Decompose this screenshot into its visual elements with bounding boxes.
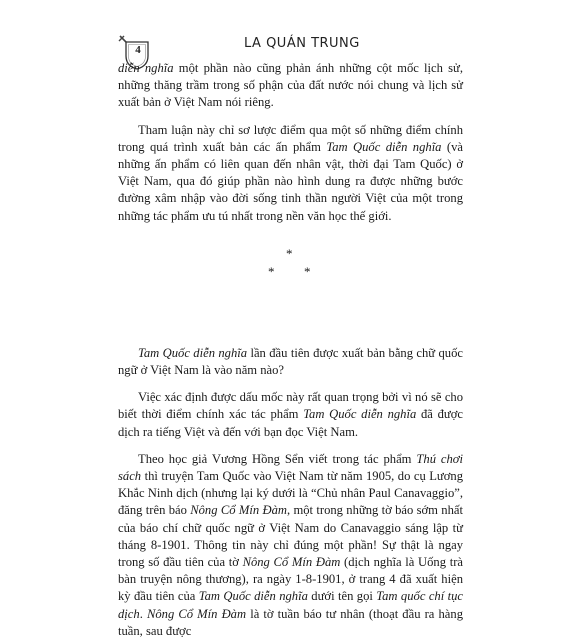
text-span: lần đầu tiên được xuất bản bằng chữ quốc ngữ ở Việt Nam là vào năm nào?	[118, 345, 463, 378]
text-span: dưới tên gọi	[307, 589, 377, 604]
separator-star: *	[286, 245, 293, 261]
paragraph	[118, 122, 463, 225]
book-title: diễn nghĩa	[118, 61, 174, 75]
newspaper-title: Nông Cổ Mín Đàm	[242, 555, 341, 570]
text-span: (dịch nghĩa là Uống trà bàn truyện nông thương), ra ngày 1-8-1901, ở trang 4 đã xuất hiện kỳ đầu tiên của	[118, 555, 463, 604]
paragraph	[118, 389, 463, 441]
text-span: Việc xác định được dấu mốc này rất quan trọng bởi vì nó sẽ cho biết thời điểm chính xác tác phẩm	[118, 390, 463, 422]
book-title: Tam Quốc diễn nghĩa	[138, 345, 248, 360]
text-span: Theo học giả Vương Hồng Sển viết trong tác phẩm	[138, 451, 417, 466]
book-title: Tam Quốc diễn nghĩa	[326, 139, 442, 154]
book-title: Thú chơi sách	[118, 451, 463, 484]
text-span: , một trong những tờ báo sớm nhất của báo chí chữ quốc ngữ ở Việt Nam do Canavaggio sáng lập từ tháng 8-1901. Thông tin này chỉ đúng một phần! Sự thật là ngay trong số đầu tiên của tờ	[118, 503, 463, 570]
page-header	[0, 30, 576, 60]
text-span: .	[139, 606, 147, 621]
running-title: LA QUÁN TRUNG	[244, 36, 360, 51]
body-text	[118, 60, 463, 640]
paragraph	[118, 451, 463, 640]
text-span: (và những ấn phẩm có liên quan đến nhân vật, thời đại Tam Quốc) ở Việt Nam, qua đó giúp phần nào hình dung ra được những bước đường xâm nhập vào đời sống tinh thần người Việt của một trong những tác phẩm ưu tú nhất trong nền văn học thế giới.	[118, 139, 463, 223]
book-title: Tam quốc chí tục dịch	[118, 589, 463, 621]
paragraph-continued	[118, 60, 463, 112]
text-span: thì truyện Tam Quốc vào Việt Nam từ năm 1905, do cụ Lương Khắc Ninh dịch (nhưng lại ký dưới là “Chủ nhân Paul Canavaggio”, đăng trên báo	[118, 469, 463, 518]
separator-star: *	[268, 263, 275, 279]
page-number: 4	[135, 44, 141, 56]
text-span: một phần nào cũng phản ánh những cột mốc lịch sử, những thăng trầm trong số phận của đất nước nói chung và lịch sử xuất bản ở Việt Nam nói riêng.	[118, 61, 463, 110]
question-paragraph	[118, 345, 463, 379]
text-span: là tờ tuần báo tư nhân (thoạt đầu ra hàng tuần, sau được	[118, 606, 463, 638]
text-span: đã được dịch ra tiếng Việt và đến với bạn đọc Việt Nam.	[118, 407, 463, 439]
newspaper-title: Nông Cổ Mín Đàm	[146, 606, 247, 621]
newspaper-title: Nông Cổ Mín Đàm	[190, 503, 287, 518]
book-title: Tam Quốc diễn nghĩa	[303, 407, 417, 422]
section-separator	[118, 245, 463, 289]
book-title: Tam Quốc diễn nghĩa	[198, 589, 308, 604]
separator-star: *	[304, 263, 311, 279]
text-span: Tham luận này chỉ sơ lược điểm qua một số những điểm chính trong quá trình xuất bản các ấn phẩm	[118, 122, 463, 154]
